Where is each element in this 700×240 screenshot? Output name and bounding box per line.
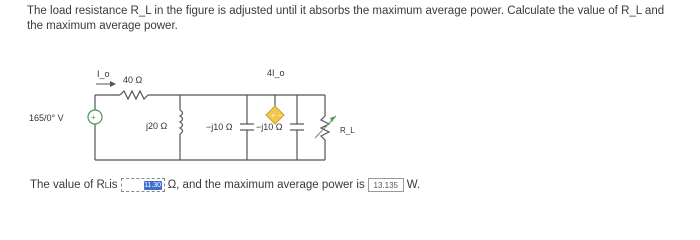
- current-label: I_o: [97, 69, 110, 79]
- problem-text: The load resistance R_L in the figure is adjusted until it absorbs the maximum average power. Calculate the value of R_L and the maximum average power.: [27, 5, 665, 32]
- dep-source-label: 4I_o: [267, 68, 285, 78]
- rl-value: 11.30: [144, 182, 162, 189]
- r1-label: 40 Ω: [123, 75, 143, 85]
- power-answer-field[interactable]: 13.135: [368, 178, 404, 192]
- rl-answer-field[interactable]: [121, 178, 165, 192]
- svg-text:−: −: [278, 113, 283, 120]
- answer-prefix-tail: is: [109, 179, 118, 191]
- source-label: 165/0° V: [29, 113, 64, 123]
- answer-middle: Ω, and the maximum average power is: [167, 179, 365, 191]
- answer-unit: W.: [406, 179, 421, 191]
- inductor-label: j20 Ω: [146, 121, 168, 131]
- answer-prefix-sub: L: [104, 180, 110, 190]
- answer-prefix: The value of R: [30, 179, 105, 191]
- cap1-label: −j10 Ω: [206, 122, 233, 132]
- svg-text:+: +: [271, 113, 276, 120]
- cap2-label: −j10 Ω: [256, 122, 283, 132]
- answer-line: [30, 178, 420, 192]
- svg-text:+: +: [91, 113, 96, 122]
- load-label: R_L: [340, 126, 355, 135]
